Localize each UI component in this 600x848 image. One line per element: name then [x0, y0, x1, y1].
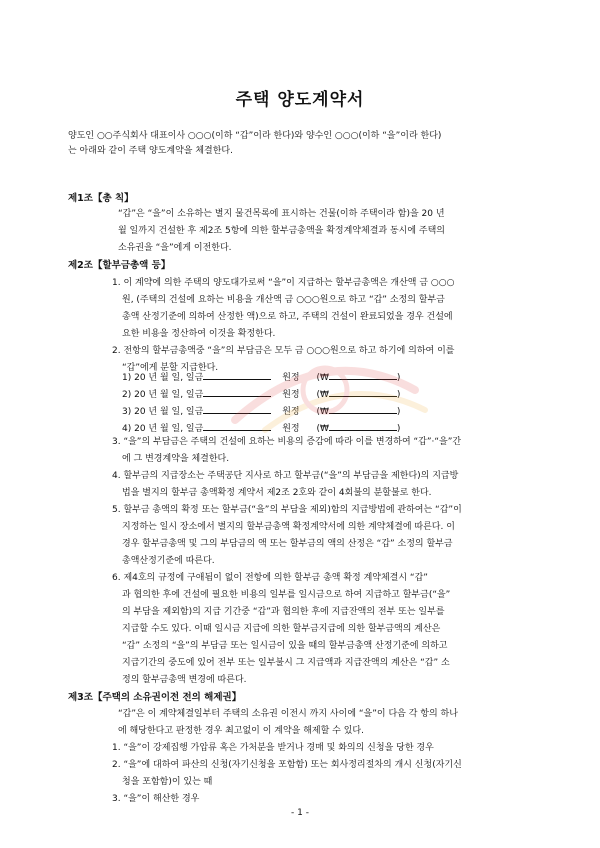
article-2-item: 5. 할부금 총액의 확정 또는 할부금(“을”의 부담을 제외)함의 지급방법에 관하여는 “갑”이	[112, 505, 462, 515]
payment-date: 3) 20 년 월 일, 일금	[122, 407, 204, 417]
payment-krw: (₩	[316, 424, 329, 434]
page-number: - 1 -	[291, 808, 309, 818]
payment-won: 원정	[282, 373, 300, 383]
payment-krw: (₩	[316, 390, 329, 400]
close-paren: )	[396, 424, 401, 434]
article-2-item: 에 그 변경계약을 체결한다.	[122, 454, 230, 464]
article-3-item: 1. “을”이 강제집행 가압류 혹은 가처분을 받거나 경매 및 화의의 신청을 당한 경우	[112, 743, 434, 753]
article-2-item: 총액산정기준에 따른다.	[122, 556, 215, 566]
article-2-item: 4. 할부금의 지급장소는 주택공단 지사로 하고 할부금(“을”의 부담금을 제한다)의 지급방	[112, 471, 459, 481]
article-1-line: 소유권을 “을”에게 이전한다.	[118, 243, 232, 253]
article-2-item: 6. 제4호의 규정에 구애됨이 없이 전항에 의한 할부금 총액 확정 계약체결시 “갑”	[112, 573, 428, 583]
article-1-line: “갑”은 “을”이 소유하는 별지 물건목록에 표시하는 건물(이하 주택이라 함)을 20 년	[118, 209, 445, 219]
article-2-item: 2. 전항의 할부금총액중 “을”의 부담금은 모두 금 ○○○원으로 하고 하기에 의하여 이를	[112, 346, 455, 356]
payment-krw: (₩	[316, 373, 329, 383]
article-3-line: “갑”은 이 계약체결일부터 주택의 소유권 이전시 까지 사이에 “을”이 다음 각 항의 하나	[118, 709, 458, 719]
article-1-line: 월 일까지 건설한 후 제2조 5항에 의한 할부금총액을 확정계약체결과 동시에 주택의	[118, 226, 445, 236]
article-2-item: 요한 비용을 정산하여 이것을 확정한다.	[122, 329, 276, 339]
intro-line: 양도인 ○○주식회사 대표이사 ○○○(이하 “갑”이라 한다)와 양수인 ○○○(이하 “을”이라 한다)	[68, 131, 442, 141]
article-2-item: 지정하는 일시 장소에서 별지의 할부금총액 확정계약서에 의한 계약체결에 따른다. 이	[122, 522, 455, 532]
article-1-heading: 제1조【총 칙】	[68, 193, 134, 204]
article-2-item: 원, (주택의 건설에 요하는 비용을 개산액 금 ○○○원으로 하고 “갑” 소정의 할부금	[122, 295, 445, 305]
payment-krw: (₩	[316, 407, 329, 417]
article-2-item: 의 부담을 제외함)의 지급 기간중 “갑”과 협의한 후에 지급잔액의 전부 또는 일부를	[122, 607, 445, 617]
article-2-item: “갑” 소정의 “을”의 부담금 또는 일시금이 있을 때의 할부금총액 산정기준에 의하고	[122, 641, 448, 651]
close-paren: )	[396, 373, 401, 383]
article-3-line: 에 해당한다고 판정한 경우 최고없이 이 계약을 해제할 수 있다.	[118, 726, 364, 736]
article-2-item: 지급할 수도 있다. 이때 일시금 지급에 의한 할부금지급에 의한 할부금액의 계산은	[122, 624, 441, 634]
article-2-heading: 제2조【할부금총액 등】	[68, 260, 171, 271]
close-paren: )	[396, 390, 401, 400]
article-3-item: 2. “을”에 대하여 파산의 신청(자기신청을 포함함) 또는 회사정리절차의 개시 신청(자기신	[112, 760, 462, 770]
payment-date: 1) 20 년 월 일, 일금	[122, 373, 204, 383]
payment-won: 원정	[282, 390, 300, 400]
article-3-heading: 제3조【주택의 소유권이전 전의 해제권】	[68, 692, 242, 703]
article-3-item: 3. “을”이 해산한 경우	[112, 794, 200, 804]
payment-won: 원정	[282, 424, 300, 434]
article-2-item: 3. “을”의 부담금은 주택의 건설에 요하는 비용의 증감에 따라 이를 변경하여 “갑”·“을”간	[112, 437, 462, 447]
payment-date: 4) 20 년 월 일, 일금	[122, 424, 204, 434]
article-2-item: 1. 이 계약에 의한 주택의 양도대가로써 “을”이 지급하는 할부금총액은 개산액 금 ○○○	[112, 278, 455, 288]
article-2-item: 정의 할부금총액 변경에 따른다.	[122, 675, 247, 685]
article-2-item: 지급기간의 중도에 있어 전부 또는 일부불시 그 지급액과 지급잔액의 계산은 “갑” 소	[122, 658, 450, 668]
intro-line: 는 아래와 같이 주택 양도계약을 체결한다.	[68, 146, 233, 156]
document-title: 주택 양도계약서	[235, 90, 365, 110]
article-3-item: 청을 포함함)이 있는 때	[122, 777, 213, 787]
watermark-logo	[205, 330, 445, 450]
close-paren: )	[396, 407, 401, 417]
article-2-item: 경우 할부금총액 및 그의 부담금의 액 또는 할부금의 액의 산정은 “갑” 소정의 할부금	[122, 539, 453, 549]
article-2-item: 법을 별지의 할부금 총액확정 계약서 제2조 2호와 같이 4회불의 분할불로 한다.	[122, 488, 432, 498]
article-2-item: 총액 산정기준에 의하여 산정한 액)으로 하고, 주택의 건설이 완료되었을 경우 건설에	[122, 312, 453, 322]
payment-won: 원정	[282, 407, 300, 417]
article-2-item: 과 협의한 후에 건설에 필요한 비용의 일부를 일시금으로 하여 지급하고 할부금(“을”	[122, 590, 451, 600]
payment-date: 2) 20 년 월 일, 일금	[122, 390, 204, 400]
article-2-item: “갑”에게 분할 지급한다.	[122, 363, 219, 373]
